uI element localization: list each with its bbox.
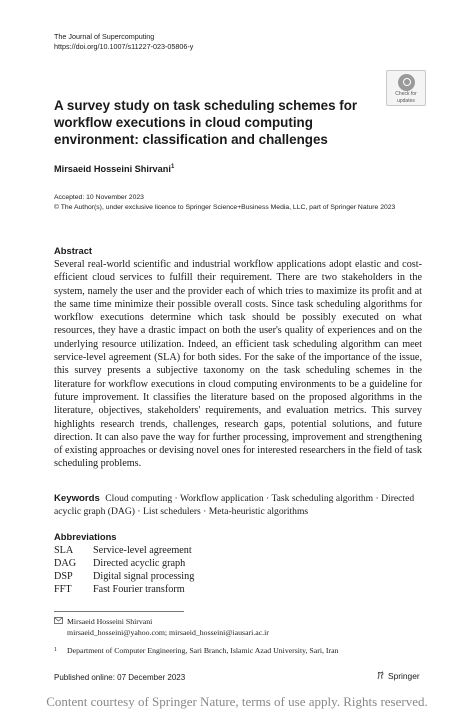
badge-line2: updates	[397, 97, 415, 104]
abbreviation-expansion: Fast Fourier transform	[93, 584, 185, 595]
footnote-divider	[54, 611, 184, 612]
springer-horse-icon	[376, 671, 385, 680]
envelope-icon	[54, 616, 67, 627]
doi-link[interactable]: https://doi.org/10.1007/s11227-023-05806-y	[54, 42, 194, 51]
abbreviation-row	[54, 570, 194, 583]
author-emails[interactable]: mirsaeid_hosseini@yahoo.com; mirsaeid_hosseini@iausari.ac.ir	[67, 628, 269, 637]
author-affiliation-marker: 1	[170, 164, 175, 170]
abbreviations-heading: Abbreviations	[54, 531, 117, 542]
keywords-label: Keywords	[54, 493, 100, 504]
paper-title: A survey study on task scheduling schemes for workflow executions in cloud computing environment: classification and challenges	[54, 98, 358, 147]
copyright-notice: © The Author(s), under exclusive licence to Springer Science+Business Media, LLC, part of Springer Nature 2023	[54, 203, 396, 211]
abbreviation-row	[54, 544, 192, 557]
abbreviation-row	[54, 557, 185, 570]
abbreviation: FFT	[54, 584, 72, 595]
affiliation-marker: 1	[54, 647, 57, 653]
corresponding-author: Mirsaeid Hosseini Shirvani	[67, 617, 153, 626]
publisher-name: Springer	[388, 671, 420, 681]
keywords-text: Cloud computing · Workflow application · Task scheduling algorithm · Directed acyclic graph (DAG) · List schedulers · Meta-heuristic algorithms	[54, 493, 415, 518]
journal-name: The Journal of Supercomputing	[54, 32, 155, 41]
accepted-date: Accepted: 10 November 2023	[54, 194, 144, 201]
journal-header	[54, 32, 193, 52]
abbreviation-expansion: Digital signal processing	[93, 571, 195, 582]
author-name: Mirsaeid Hosseini Shirvani	[54, 164, 171, 175]
affiliation	[54, 645, 338, 656]
abstract-text: Several real-world scientific and industrial workflow applications adopt elastic and cost-efficient cloud services to fulfill their requirement. There are two stakeholders in the system, namely the user and the provider each of which tries to maximize its profit and at the same time minimize their possible overall costs. Since task scheduling algorithms for workflow executions determine which task should be possibly executed on what resources, they have a drastic impact on both the user's quality of experiences and on the underlying resource utilization. Indeed, an efficient task scheduling algorithm can meet service-level agreement (SLA) for both sides. For the sake of the importance of the issue, this survey presents a subjective taxonomy on the task scheduling schemes in the literature for workflow executions in cloud computing environments to be a guideline for future improvement. It classifies the literature based on the proposed algorithms in the literature, objectives, stakeholders' requirements, and evaluation metrics. This survey highlights research trends, challenges, research gaps, potential solutions, and future direction. It can also pave the way for further processing, improvement and strengthening of existing approaches or devising novel ones for interested researchers in the field of task scheduling problems.	[54, 259, 422, 470]
abbreviation: SLA	[54, 545, 74, 556]
abbreviation: DSP	[54, 571, 73, 582]
abstract-heading: Abstract	[54, 245, 93, 256]
abbreviation-row	[54, 583, 185, 596]
author	[54, 164, 174, 174]
abbreviation-expansion: Service-level agreement	[93, 545, 192, 556]
courtesy-notice: Content courtesy of Springer Nature, terms of use apply. Rights reserved.	[46, 694, 428, 709]
keywords	[54, 492, 422, 519]
check-for-updates-icon	[398, 74, 415, 91]
abbreviation: DAG	[54, 558, 77, 569]
badge-line1: Check for	[395, 91, 417, 97]
abbreviation-expansion: Directed acyclic graph	[93, 558, 186, 569]
publisher-logo	[376, 671, 420, 681]
article-meta	[54, 193, 434, 212]
published-date: Published online: 07 December 2023	[54, 673, 186, 682]
affiliation-text: Department of Computer Engineering, Sari Branch, Islamic Azad University, Sari, Iran	[67, 646, 339, 655]
correspondence	[54, 616, 269, 638]
